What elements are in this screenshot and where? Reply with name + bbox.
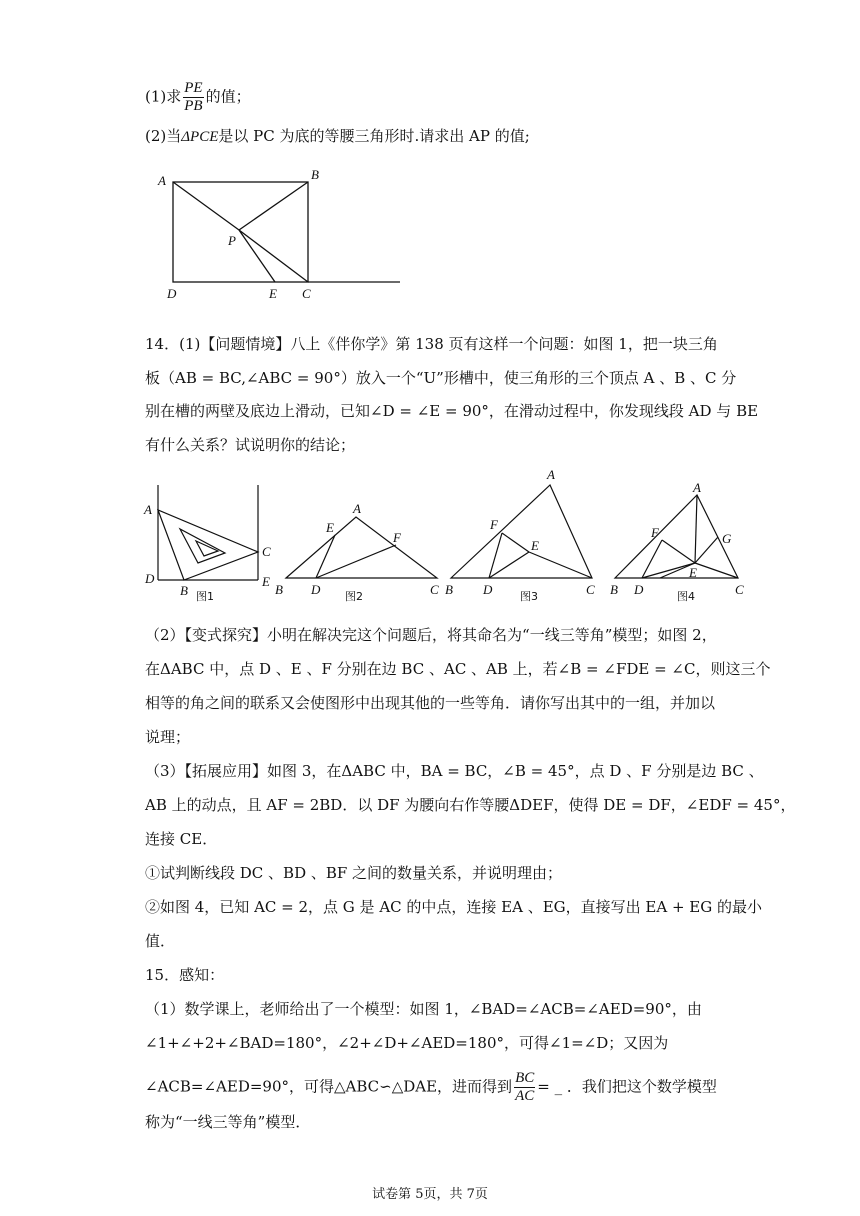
fig2-label-D: D	[311, 582, 321, 597]
q13-rectangle-figure	[150, 165, 410, 305]
q15-l1: 15．感知：	[145, 966, 225, 984]
q14-p3-l6: 值．	[145, 932, 176, 950]
q14-figures	[140, 465, 760, 610]
fig2-label-A: A	[353, 501, 361, 516]
caption-fig4: 图4	[677, 590, 695, 603]
fig4-label-E: E	[689, 565, 697, 580]
q15-l5: 称为“一线三等角”模型．	[145, 1113, 311, 1131]
fraction-bc-ac: $\frac{BC}{AC}$	[515, 1070, 535, 1104]
caption-fig1: 图1	[196, 590, 214, 603]
q14-line4: 有什么关系？试说明你的结论；	[145, 436, 356, 454]
fig3-label-F: F	[490, 517, 498, 532]
fig4-label-B: B	[610, 582, 618, 597]
q14-p3-l5: ②如图 4，已知 AC = 2，点 G 是 AC 的中点，连接 EA 、EG，直接写出 EA + EG 的最小	[145, 898, 763, 916]
fig1-label-B: B	[180, 583, 188, 598]
fig4-label-A: A	[693, 480, 701, 495]
q14-p3-l4: ①试判断线段 DC 、BD 、BF 之间的数量关系，并说明理由；	[145, 864, 563, 882]
fig4-label-F: F	[651, 525, 659, 540]
fig2-label-C: C	[430, 582, 439, 597]
fig1-label-D: D	[145, 571, 155, 586]
fig1-label-C: C	[262, 544, 271, 559]
fig4-label-C: C	[735, 582, 744, 597]
q14-p3-l3: 连接 CE．	[145, 830, 218, 848]
fig4-label-D: D	[634, 582, 644, 597]
q15-l3: ∠1+∠+2+∠BAD=180°，∠2+∠D+∠AED=180°，可得∠1=∠D；又因为	[145, 1034, 669, 1052]
q14-line1: 14．(1)【问题情境】八上《伴你学》第 138 页有这样一个问题：如图 1，把一块三角	[145, 335, 718, 353]
fig3-label-C: C	[586, 582, 595, 597]
label-D: D	[167, 286, 177, 301]
fig3-label-E: E	[531, 538, 539, 553]
fig1-label-A: A	[144, 502, 152, 517]
page-footer: 试卷第 5页，共 7页	[372, 1187, 488, 1202]
q13-part1: (1)求 $\frac{PE}{PB}$ 的值；	[145, 80, 251, 114]
fig2-label-E: E	[326, 520, 334, 535]
q15-l4: ∠ACB=∠AED=90°，可得△ABC∽△DAE，进而得到 $\frac{BC}{AC}$ = _ ．我们把这个数学模型	[145, 1070, 717, 1104]
q14-p2-l2: 在ΔABC 中，点 D 、E 、F 分别在边 BC 、AC 、AB 上，若∠B = ∠FDE = ∠C，则这三个	[145, 660, 771, 678]
q15-l2: （1）数学课上，老师给出了一个模型：如图 1，∠BAD=∠ACB=∠AED=90°，由	[145, 1000, 702, 1018]
caption-fig2: 图2	[345, 590, 363, 603]
label-E: E	[269, 286, 277, 301]
fig4-label-G: G	[722, 531, 732, 546]
fig2-label-B: B	[275, 582, 283, 597]
q14-p3-l2: AB 上的动点，且 AF = 2BD．以 DF 为腰向右作等腰ΔDEF，使得 DE = DF，∠EDF = 45°，	[145, 796, 796, 814]
q14-p3-l1: （3）【拓展应用】如图 3，在ΔABC 中，BA = BC，∠B = 45°，点 D 、F 分别是边 BC 、	[145, 762, 764, 780]
fig3-label-A: A	[547, 467, 555, 482]
q13-part2: (2)当ΔPCE是以 PC 为底的等腰三角形时.请求出 AP 的值;	[145, 127, 530, 145]
fig3-label-B: B	[445, 582, 453, 597]
label-A: A	[158, 173, 166, 188]
fraction-pe-pb: $\frac{PE}{PB}$	[184, 80, 203, 114]
q14-p2-l4: 说理；	[145, 728, 191, 746]
fig1-label-E: E	[262, 574, 270, 589]
fig2-label-F: F	[393, 530, 401, 545]
q14-line3: 别在槽的两壁及底边上滑动，已知∠D = ∠E = 90°，在滑动过程中，你发现线段 AD 与 BE	[145, 402, 759, 420]
label-P: P	[228, 233, 236, 248]
fig3-label-D: D	[483, 582, 493, 597]
label-C: C	[302, 286, 311, 301]
q14-p2-l1: （2）【变式探究】小明在解决完这个问题后，将其命名为“一线三等角”模型；如图 2，	[145, 626, 717, 644]
caption-fig3: 图3	[520, 590, 538, 603]
label-B: B	[311, 167, 319, 182]
q14-line2: 板（AB = BC,∠ABC = 90°）放入一个“U”形槽中，使三角形的三个顶点 A 、B 、C 分	[145, 369, 737, 387]
q14-p2-l3: 相等的角之间的联系又会使图形中出现其他的一些等角．请你写出其中的一组，并加以	[145, 694, 716, 712]
